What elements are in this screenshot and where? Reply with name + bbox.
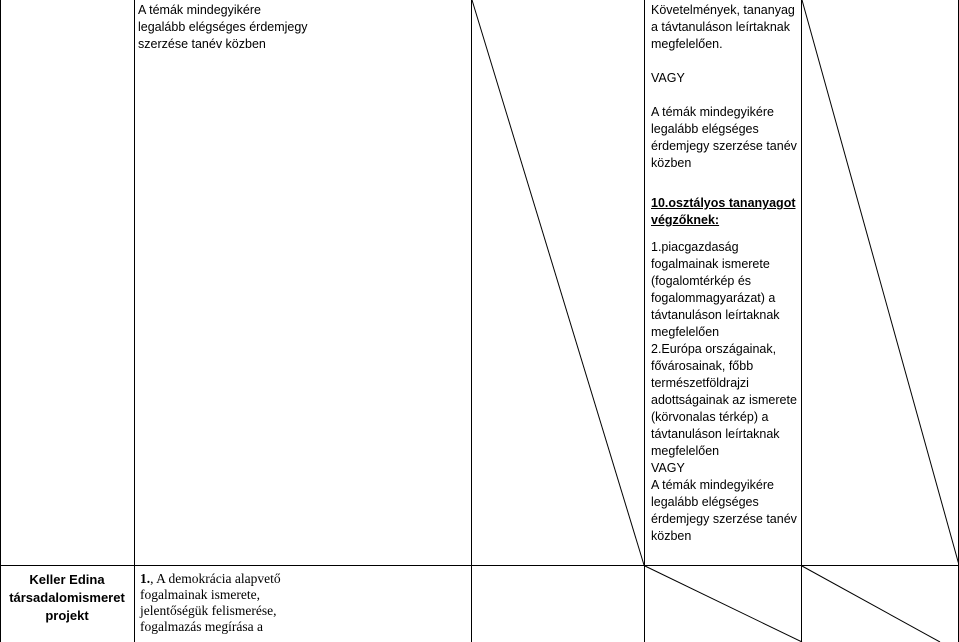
alternative-label: VAGY bbox=[651, 461, 685, 475]
section-heading: 10.osztályos tananyagot végzőknek: bbox=[651, 196, 796, 227]
requirement-item-1: 1.piacgazdaság fogalmainak ismerete (fogalomtérkép és fogalommagyarázat) a távtanuláson leírtaknak megfelelően bbox=[651, 240, 780, 339]
topic-cell bbox=[138, 2, 308, 53]
requirement-item-2: 2.Európa országainak, fővárosainak, főbb természetföldrajzi adottságainak az ismerete (körvonalas térkép) a távtanuláson leírtaknak megfelelően bbox=[651, 342, 797, 458]
topic-text: A témák mindegyikére legalább elégséges érdemjegy szerzése tanév közben bbox=[138, 3, 308, 51]
empty-cell-diagonal bbox=[645, 566, 802, 642]
requirements-cell bbox=[651, 2, 799, 545]
empty-cell-diagonal bbox=[802, 0, 959, 565]
teacher-text: Keller Edina társadalomismeret projekt bbox=[9, 572, 125, 623]
topic-text: , A demokrácia alapvető fogalmainak ismerete, jelentőségük felismerése, fogalmazás megírása a bbox=[140, 571, 281, 634]
empty-cell-diagonal bbox=[802, 566, 940, 642]
topic-number: 1. bbox=[140, 571, 151, 586]
empty-cell-diagonal bbox=[472, 0, 644, 565]
requirements-text: Követelmények, tananyag a távtanuláson leírtaknak megfelelően. bbox=[651, 3, 795, 51]
alternative-text: A témák mindegyikére legalább elégséges érdemjegy szerzése tanév közben bbox=[651, 478, 797, 543]
topic-cell bbox=[140, 571, 310, 635]
teacher-cell bbox=[2, 571, 132, 625]
alternative-text: A témák mindegyikére legalább elégséges érdemjegy szerzése tanév közben bbox=[651, 105, 797, 170]
alternative-label: VAGY bbox=[651, 71, 685, 85]
